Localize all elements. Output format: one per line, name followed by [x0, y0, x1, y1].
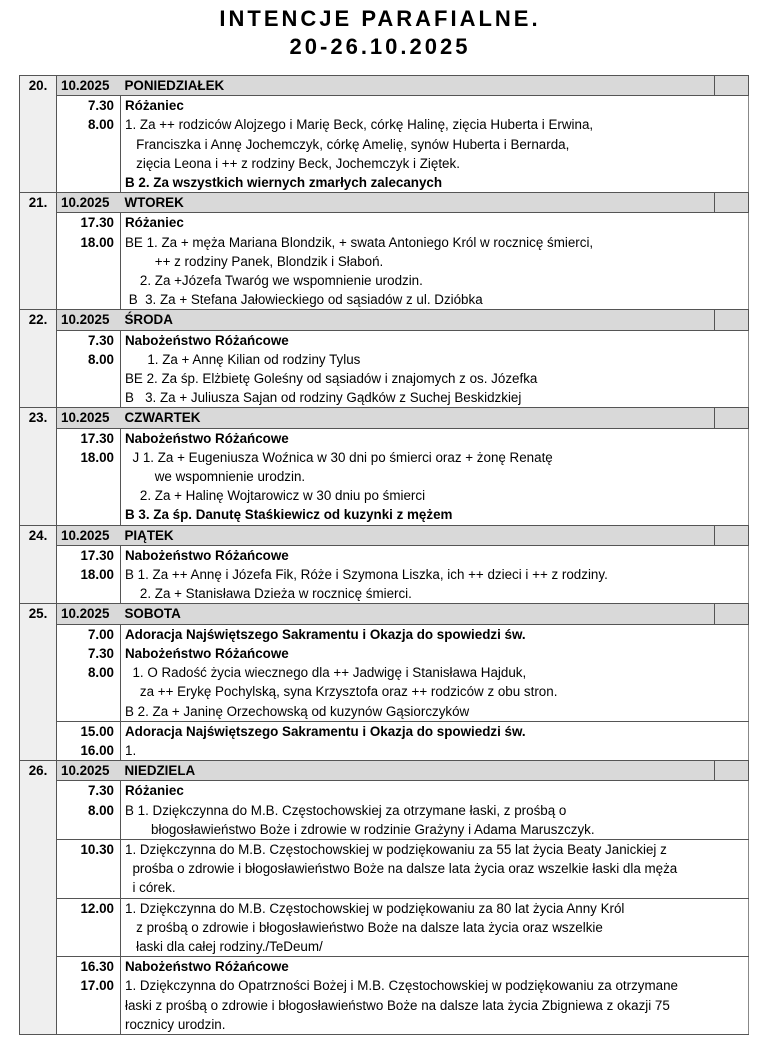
intentions-cell [121, 428, 749, 525]
header-extra-cell [715, 76, 749, 96]
day-header-row [20, 76, 749, 96]
service-title: Różaniec [125, 98, 184, 114]
day-month-year: 10.2025 [57, 76, 121, 96]
intention-line: B 3. Za + Juliusza Sajan od rodziny Gądków z Suchej Beskidzkiej [125, 390, 522, 406]
intention-line: Franciszka i Annę Jochemczyk, córkę Amelię, synów Huberta i Bernarda, [125, 136, 570, 152]
intention-line: 1. Za ++ rodziców Alojzego i Marię Beck, córkę Halinę, zięcia Huberta i Erwina, [125, 117, 594, 133]
intention-line: zięcia Leona i ++ z rodziny Beck, Jochemczyk i Ziętek. [125, 155, 460, 171]
mass-times [57, 330, 121, 408]
mass-time: 18.00 [80, 449, 114, 465]
intention-line: prośba o zdrowie i błogosławieństwo Boże na dalsze lata życia oraz wszelkie łaski dla męża [125, 861, 678, 877]
day-month-year: 10.2025 [57, 408, 121, 428]
intentions-cell [121, 624, 749, 721]
header-extra-cell [715, 604, 749, 624]
intention-line: B 1. Za ++ Annę i Józefa Fik, Róże i Szymona Liszka, ich ++ dzieci i ++ z rodziny. [125, 567, 608, 583]
day-month-year: 10.2025 [57, 310, 121, 330]
mass-times [57, 545, 121, 604]
date-range: 20-26.10.2025 [289, 34, 471, 59]
mass-block-row [20, 839, 749, 898]
day-weekday: WTOREK [121, 193, 715, 213]
day-number: 24. [20, 525, 57, 604]
mass-time: 7.00 [87, 626, 114, 642]
mass-times [57, 898, 121, 957]
day-number: 22. [20, 310, 57, 408]
mass-block-row [20, 781, 749, 840]
day-month-year: 10.2025 [57, 193, 121, 213]
service-title: Nabożeństwo Różańcowe [125, 430, 289, 446]
day-number: 25. [20, 604, 57, 761]
mass-time: 18.00 [80, 567, 114, 583]
intentions-cell [121, 781, 749, 840]
intention-line: 1. Za + Annę Kilian od rodziny Tylus [125, 351, 361, 367]
mass-block-row [20, 96, 749, 193]
day-weekday: NIEDZIELA [121, 761, 715, 781]
mass-block-row [20, 898, 749, 957]
mass-times [57, 428, 121, 525]
service-title: Nabożeństwo Różańcowe [125, 547, 289, 563]
intention-line: 1. O Radość życia wiecznego dla ++ Jadwigę i Stanisława Hajduk, [125, 665, 527, 681]
intention-line: 1. [125, 742, 137, 758]
mass-time: 10.30 [80, 841, 114, 857]
mass-block-row [20, 213, 749, 310]
page-title: INTENCJE PARAFIALNE. [219, 6, 541, 31]
mass-time: 15.00 [80, 723, 114, 739]
header-extra-cell [715, 408, 749, 428]
intention-line: J 1. Za + Eugeniusza Woźnica w 30 dni po śmierci oraz + żonę Renatę [125, 449, 553, 465]
service-title: Adoracja Najświętszego Sakramentu i Okazja do spowiedzi św. [125, 626, 526, 642]
intention-line: ++ z rodziny Panek, Blondzik i Słaboń. [125, 253, 384, 269]
header-extra-cell [715, 193, 749, 213]
intention-line: B 2. Za + Janinę Orzechowską od kuzynów Gąsiorczyków [125, 703, 470, 719]
intentions-cell [121, 839, 749, 898]
intention-line: 1. Dziękczynna do Opatrzności Bożej i M.B. Częstochowskiej w podziękowaniu za otrzymane [125, 978, 678, 994]
service-title: B 2. Za wszystkich wiernych zmarłych zalecanych [125, 175, 443, 191]
service-title: Różaniec [125, 783, 184, 799]
intention-line: 2. Za + Halinę Wojtarowicz w 30 dniu po śmierci [125, 488, 426, 504]
mass-time: 17.30 [80, 430, 114, 446]
intention-line: B 1. Dziękczynna do M.B. Częstochowskiej za otrzymane łaski, z prośbą o [125, 802, 567, 818]
mass-block-row [20, 545, 749, 604]
mass-time: 17.00 [80, 978, 114, 994]
day-header-row [20, 193, 749, 213]
mass-time: 7.30 [87, 98, 114, 114]
header-extra-cell [715, 310, 749, 330]
intentions-cell [121, 721, 749, 760]
mass-time: 8.00 [87, 802, 114, 818]
mass-time: 7.30 [87, 783, 114, 799]
intention-line: we wspomnienie urodzin. [125, 469, 306, 485]
mass-time: 18.00 [80, 234, 114, 250]
intention-line: za ++ Erykę Pochylską, syna Krzysztofa oraz ++ rodziców z obu stron. [125, 684, 558, 700]
intentions-table [19, 75, 749, 1035]
intention-line: z prośbą o zdrowie i błogosławieństwo Boże na dalsze lata życia oraz wszelkie [125, 919, 603, 935]
intentions-cell [121, 96, 749, 193]
intention-line: 2. Za + Stanisława Dzieża w rocznicę śmierci. [125, 586, 412, 602]
intention-line: rocznicy urodzin. [125, 1016, 226, 1032]
intention-line: łaski dla całej rodziny./TeDeum/ [125, 938, 323, 954]
intention-line: i córek. [125, 880, 176, 896]
intention-line: B 3. Za + Stefana Jałowieckiego od sąsiadów z ul. Dzióbka [125, 292, 483, 308]
mass-block-row [20, 721, 749, 760]
service-title: Nabożeństwo Różańcowe [125, 645, 289, 661]
mass-block-row [20, 624, 749, 721]
intention-line: BE 1. Za + męża Mariana Blondzik, + swata Antoniego Król w rocznicę śmierci, [125, 234, 594, 250]
service-title: Adoracja Najświętszego Sakramentu i Okazja do spowiedzi św. [125, 723, 526, 739]
day-weekday: PIĄTEK [121, 525, 715, 545]
mass-block-row [20, 428, 749, 525]
mass-time: 16.30 [80, 959, 114, 975]
mass-time: 17.30 [80, 547, 114, 563]
day-number: 26. [20, 761, 57, 1035]
day-number: 20. [20, 76, 57, 193]
day-weekday: SOBOTA [121, 604, 715, 624]
mass-block-row [20, 330, 749, 408]
mass-times [57, 96, 121, 193]
mass-times [57, 839, 121, 898]
service-title: B 3. Za śp. Danutę Staśkiewicz od kuzynki z mężem [125, 507, 453, 523]
mass-time: 12.00 [80, 900, 114, 916]
header-extra-cell [715, 525, 749, 545]
intentions-cell [121, 957, 749, 1035]
day-weekday: ŚRODA [121, 310, 715, 330]
service-title: Nabożeństwo Różańcowe [125, 332, 289, 348]
intention-line: 2. Za +Józefa Twaróg we wspomnienie urodzin. [125, 273, 423, 289]
intention-line: BE 2. Za śp. Elżbietę Goleśny od sąsiadów i znajomych z os. Józefka [125, 371, 538, 387]
mass-block-row [20, 957, 749, 1035]
intention-line: błogosławieństwo Boże i zdrowie w rodzinie Grażyny i Adama Maruszczyk. [125, 821, 595, 837]
intentions-cell [121, 545, 749, 604]
day-month-year: 10.2025 [57, 761, 121, 781]
day-weekday: CZWARTEK [121, 408, 715, 428]
day-header-row [20, 408, 749, 428]
mass-times [57, 721, 121, 760]
day-month-year: 10.2025 [57, 604, 121, 624]
mass-times [57, 213, 121, 310]
service-title: Różaniec [125, 215, 184, 231]
mass-time: 8.00 [87, 665, 114, 681]
day-month-year: 10.2025 [57, 525, 121, 545]
mass-time: 16.00 [80, 742, 114, 758]
intention-line: 1. Dziękczynna do M.B. Częstochowskiej w podziękowaniu za 80 lat życia Anny Król [125, 900, 625, 916]
mass-times [57, 624, 121, 721]
service-title: Nabożeństwo Różańcowe [125, 959, 289, 975]
intentions-cell [121, 213, 749, 310]
mass-time: 8.00 [87, 351, 114, 367]
intentions-cell [121, 898, 749, 957]
day-header-row [20, 310, 749, 330]
mass-time: 7.30 [87, 645, 114, 661]
day-number: 23. [20, 408, 57, 525]
day-header-row [20, 604, 749, 624]
day-number: 21. [20, 193, 57, 310]
intention-line: 1. Dziękczynna do M.B. Częstochowskiej w podziękowaniu za 55 lat życia Beaty Janickiej z [125, 841, 667, 857]
day-header-row [20, 525, 749, 545]
header-extra-cell [715, 761, 749, 781]
mass-time: 8.00 [87, 117, 114, 133]
mass-time: 7.30 [87, 332, 114, 348]
day-header-row [20, 761, 749, 781]
intention-line: łaski z prośbą o zdrowie i błogosławieństwo Boże na dalsze lata życia Zbigniewa z okazji 75 [125, 997, 670, 1013]
day-weekday: PONIEDZIAŁEK [121, 76, 715, 96]
mass-times [57, 957, 121, 1035]
intentions-cell [121, 330, 749, 408]
mass-time: 17.30 [80, 215, 114, 231]
mass-times [57, 781, 121, 840]
